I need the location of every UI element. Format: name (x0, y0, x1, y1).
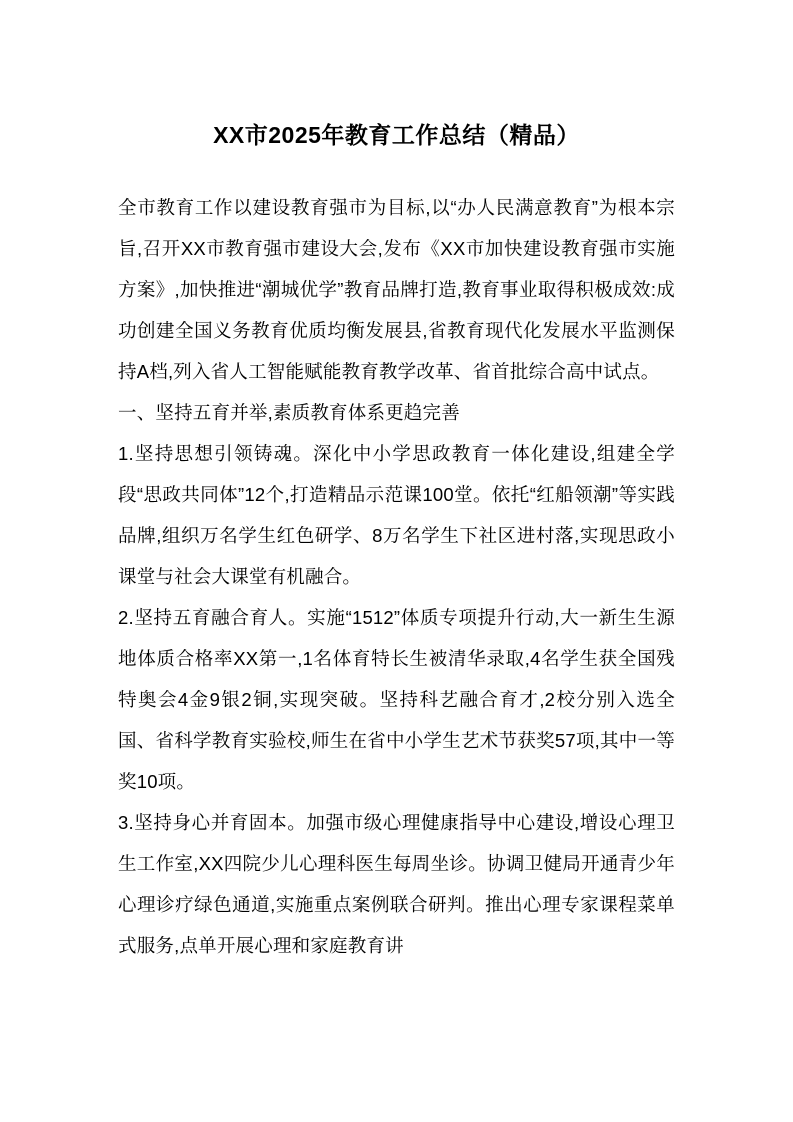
paragraph-intro: 全市教育工作以建设教育强市为目标,以“办人民满意教育”为根本宗旨,召开XX市教育强市建设大会,发布《XX市加快建设教育强市实施方案》,加快推进“潮城优学”教育品牌打造,教育事业取得积极成效:成功创建全国义务教育优质均衡发展县,省教育现代化发展水平监测保持A档,列入省人工智能赋能教育教学改革、省首批综合高中试点。 (118, 196, 675, 382)
paragraph-item-3: 3.坚持身心并育固本。加强市级心理健康指导中心建设,增设心理卫生工作室,XX四院少儿心理科医生每周坐诊。协调卫健局开通青少年心理诊疗绿色通道,实施重点案例联合研判。推出心理专家课程菜单式服务,点单开展心理和家庭教育讲 (118, 811, 675, 956)
paragraph-item-2: 2.坚持五育融合育人。实施“1512”体质专项提升行动,大一新生生源地体质合格率XX第一,1名体育特长生被清华录取,4名学生获全国残特奥会4金9银2铜,实现突破。坚持科艺融合育才,2校分别入选全国、省科学教育实验校,师生在省中小学生艺术节获奖57项,其中一等奖10项。 (118, 606, 675, 792)
page-title: XX市2025年教育工作总结（精品） (213, 122, 580, 148)
section-heading-one: 一、坚持五育并举,素质教育体系更趋完善 (118, 401, 460, 423)
paragraph-item-1: 1.坚持思想引领铸魂。深化中小学思政教育一体化建设,组建全学段“思政共同体”12个,打造精品示范课100堂。依托“红船领潮”等实践品牌,组织万名学生红色研学、8万名学生下社区进村落,实现思政小课堂与社会大课堂有机融合。 (118, 442, 675, 587)
